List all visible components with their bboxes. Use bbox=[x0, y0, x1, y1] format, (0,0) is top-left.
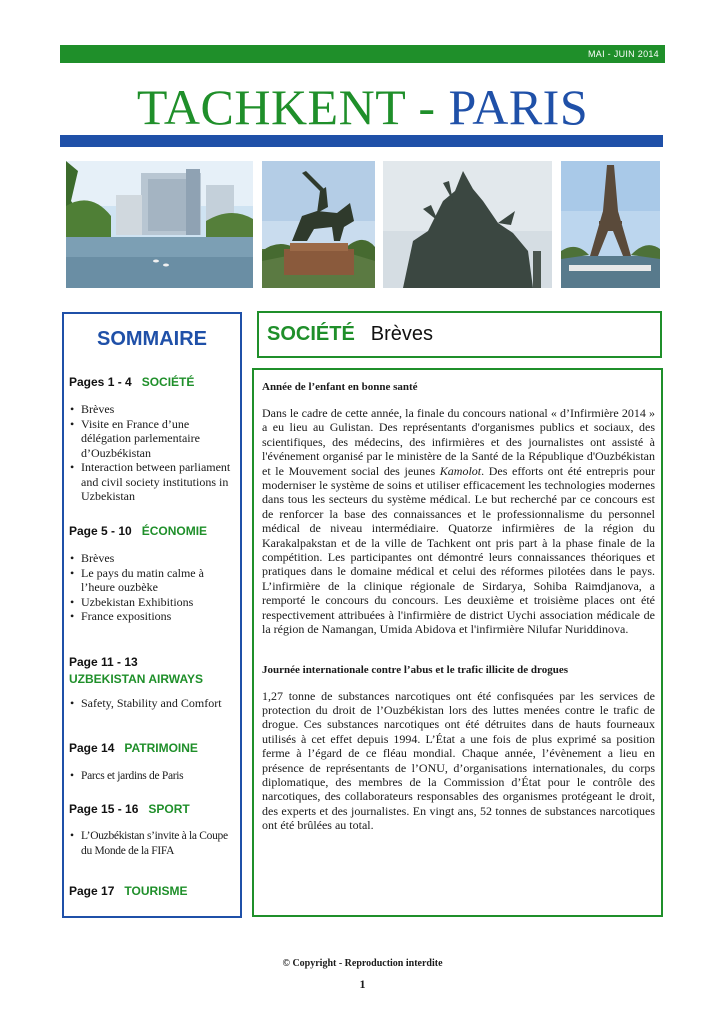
toc-list-uzbekistan-airways bbox=[69, 696, 239, 711]
article-title: Année de l’enfant en bonne santé bbox=[262, 381, 418, 393]
toc-pages: Page 15 - 16 bbox=[69, 802, 139, 816]
page-number: 1 bbox=[359, 977, 366, 991]
toc-section-label: SOCIÉTÉ bbox=[141, 375, 195, 389]
toc-pages: Page 11 - 13 bbox=[69, 655, 138, 669]
articles-box bbox=[252, 368, 663, 917]
toc-section-label: ÉCONOMIE bbox=[141, 524, 208, 538]
quadriga-sculpture-photo bbox=[383, 161, 552, 288]
list-item: • Visite en France d’une délégation parlementaire d’Ouzbékistan bbox=[81, 417, 239, 461]
toc-section-patrimoine[interactable] bbox=[69, 741, 198, 755]
toc-pages: Pages 1 - 4 bbox=[69, 375, 132, 389]
section-header bbox=[257, 311, 662, 358]
list-item: • L’Ouzbékistan s’invite à la Coupe du Monde de la FIFA bbox=[81, 829, 239, 858]
toc-section-label: TOURISME bbox=[124, 884, 188, 898]
title-paris: PARIS bbox=[448, 79, 589, 135]
article-body-part: Dans le cadre de cette année, la finale du concours national « d’Infirmière 2014 » a eu lieu au Gulistan. Des représentants d'organismes publics et sociaux, des scientifiques, des médecins, des infirmières et des journalistes ont assisté à l'événement organisé par le ministère de la Santé de la République d'Ouzbékistan et le Mouvement social des jeunes bbox=[262, 406, 655, 478]
issue-date: MAI - JUIN 2014 bbox=[587, 49, 659, 59]
equestrian-statue-photo bbox=[262, 161, 375, 288]
sommaire-title: SOMMAIRE bbox=[97, 328, 207, 350]
issue-date-bar bbox=[60, 45, 665, 63]
list-item: • Parcs et jardins de Paris bbox=[81, 769, 239, 784]
toc-list-societe bbox=[69, 402, 239, 504]
list-item: • France expositions bbox=[81, 609, 239, 624]
list-item: • Interaction between parliament and civil society institutions in Uzbekistan bbox=[81, 460, 239, 504]
list-item: • Brèves bbox=[81, 551, 239, 566]
toc-section-sport[interactable] bbox=[69, 802, 190, 816]
toc-list-patrimoine bbox=[69, 769, 239, 784]
article-title: Journée internationale contre l’abus et le trafic illicite de drogues bbox=[262, 663, 569, 676]
toc-list-sport bbox=[69, 829, 239, 858]
tashkent-city-lake-photo bbox=[66, 161, 253, 288]
section-title: SOCIÉTÉ bbox=[267, 323, 355, 345]
article-body-italic: Kamolot bbox=[439, 463, 482, 478]
eiffel-tower-photo bbox=[561, 161, 660, 288]
list-item: • Le pays du matin calme à l’heure ouzbèke bbox=[81, 566, 239, 595]
list-item: • Brèves bbox=[81, 402, 239, 417]
article-body: 1,27 tonne de substances narcotiques ont été confisquées par les services de protection du droit de l’Ouzbékistan lors des luttes menées contre le trafic de drogue. Ces substances narcotiques ont été détruites dans de hauts fourneaux utilisés à cet effet depuis 1994. L’État a une fois de plus exprimé sa position ferme à l’égard de ce fléau mondial. Chaque année, l’évènement a lieu en présence de représentants de l’ONU, d’organisations internationales, du corps diplomatique, des membres de la Commission d’État pour le contrôle des narcotiques, des collaborateurs responsables des organismes protégeant le droit, des experts et des journalistes. En vingt ans, 52 tonnes de substances narcotiques ont été brûlées au total. bbox=[262, 688, 655, 833]
article-body bbox=[262, 406, 655, 637]
page-title bbox=[0, 78, 725, 136]
toc-section-societe[interactable] bbox=[69, 375, 194, 389]
article-body-part: . Des efforts ont été entrepris pour moderniser le système de soins et utiliser efficacement les technologies modernes dans tous les secteurs du système médical. Le but recherché par ce concours est de renforcer la base des connaissances et le professionnalisme du personnel médical de niveau intermédiaire. Quatorze infirmières de la région du Karakalpakstan et de la ville de Tachkent ont pris part à la phase finale de la compétition. Les participantes ont démontré leurs connaissances théoriques et pratiques dans le domaine médical et celui des réformes pilotées dans le pays. L’infirmière de la clinique régionale de Sirdarya, Sohiba Raimdjanova, a remporté le concours du concours. Les deuxième et troisième places ont été respectivement attribuées à l'infirmière de district Uychi association médicale de la région de Namangan, Umida Abidova et l'infirmière Nilufar Nuriddinova. bbox=[262, 463, 656, 637]
toc-pages: Page 14 bbox=[69, 741, 115, 755]
section-subtitle: Brèves bbox=[370, 323, 434, 345]
toc-pages: Page 17 bbox=[69, 884, 115, 898]
list-item: • Safety, Stability and Comfort bbox=[81, 696, 239, 711]
toc-section-label: SPORT bbox=[148, 802, 190, 816]
title-tachkent: TACHKENT - bbox=[136, 79, 449, 135]
toc-list-economie bbox=[69, 551, 239, 624]
toc-pages: Page 5 - 10 bbox=[69, 524, 132, 538]
table-of-contents bbox=[62, 312, 242, 918]
toc-section-tourisme[interactable] bbox=[69, 884, 188, 898]
title-divider bbox=[60, 135, 663, 147]
list-item: • Uzbekistan Exhibitions bbox=[81, 595, 239, 610]
toc-section-label: UZBEKISTAN AIRWAYS bbox=[69, 672, 204, 686]
toc-section-label: PATRIMOINE bbox=[124, 741, 198, 755]
toc-section-economie[interactable] bbox=[69, 524, 207, 538]
copyright-notice: © Copyright - Reproduction interdite bbox=[282, 958, 443, 969]
toc-section-uzbekistan-airways[interactable] bbox=[69, 655, 203, 687]
